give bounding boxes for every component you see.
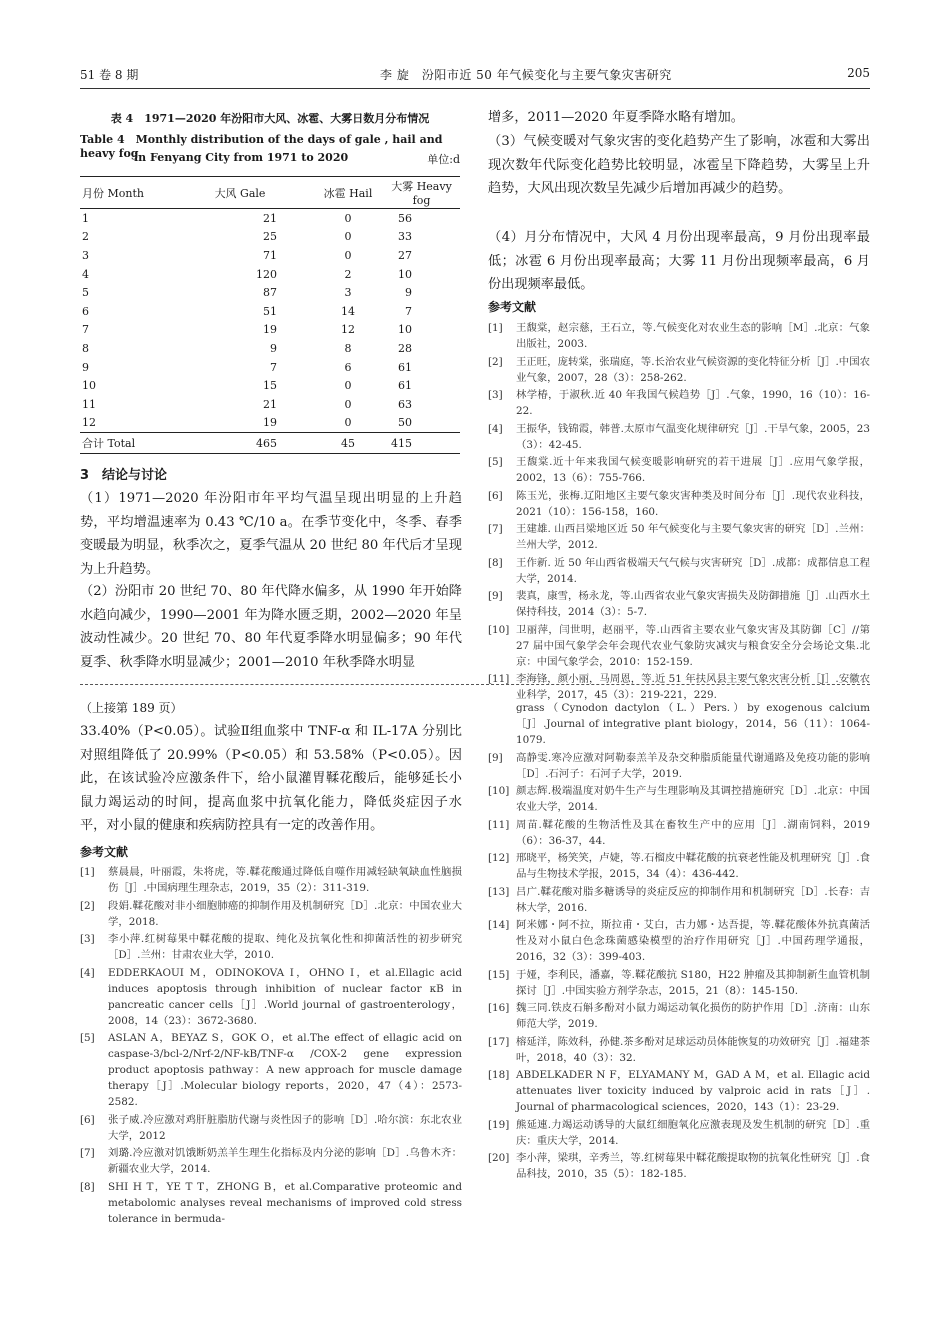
reference-number: [16] <box>488 1002 510 1014</box>
references-list-2 <box>80 864 462 1228</box>
reference-text: 刘璐.冷应激对饥饿断奶羔羊生理生化指标及内分泌的影响［D］.乌鲁木齐：新疆农业大学，2014. <box>108 1147 462 1175</box>
table-cell: 2 <box>82 230 89 244</box>
table-row <box>80 414 460 433</box>
table-cell: 12 <box>341 323 355 337</box>
article-running-title: 李 旋 汾阳市近 50 年气候变化与主要气象灾害研究 <box>380 68 672 82</box>
reference-number: [11] <box>488 673 510 685</box>
article-divider <box>80 684 870 685</box>
reference-text: 榕延洋，陈效科，孙健.茶多酚对足球运动员体能恢复的功效研究［J］.福建茶叶，2018，40（3）：32. <box>516 1035 870 1064</box>
reference-item <box>80 931 462 963</box>
reference-number: [2] <box>80 899 95 912</box>
table-cell: 0 <box>344 397 352 411</box>
table-cell: 61 <box>398 360 412 374</box>
reference-text: 卫丽萍，闫世明，赵丽平，等.山西省主要农业气象灾害及其防御［C］//第 27 届中国气象学会年会现代农业气象防灾减灾与粮食安全分会场论文集.北京：中国气象学会，2010：152-159. <box>516 623 870 668</box>
table-cell: 7 <box>405 304 412 318</box>
reference-number: [8] <box>80 1180 95 1193</box>
journal-volume: 51 卷 8 期 <box>80 68 139 82</box>
table-cell: 9 <box>270 341 277 355</box>
reference-number: [5] <box>488 456 503 468</box>
reference-item <box>488 850 870 882</box>
references-heading: 参考文献 <box>488 300 537 314</box>
reference-item <box>488 884 870 916</box>
reference-item <box>80 864 462 896</box>
table-cell: 27 <box>398 248 412 262</box>
reference-number: [4] <box>80 966 95 979</box>
reference-text: 魏三同.铁皮石斛多酚对小鼠力竭运动氧化损伤的防护作用［D］.济南：山东师范大学，2019. <box>516 1002 870 1030</box>
reference-text: 李小萍.红树莓果中鞣花酸的提取、纯化及抗氧化性和抑菌活性的初步研究［D］.兰州：甘肃农业大学，2010. <box>108 933 462 961</box>
table-row <box>80 321 460 340</box>
table-caption-cn: 表 4 1971—2020 年汾阳市大风、冰雹、大雾日数月分布情况 <box>110 112 430 125</box>
table-cell: 6 <box>82 304 89 318</box>
table-total-cell: 465 <box>167 433 313 454</box>
reference-text: 熊延連.力竭运动诱导的大鼠红细胞氧化应激表现及发生机制的研究［D］.重庆：重庆大学，2014. <box>516 1118 870 1147</box>
body-paragraph: （2）汾阳市 20 世纪 70、80 年代降水偏多，从 1990 年开始降水趋向减少，1990—2001 年为降水匮乏期，2002—2020 年呈波动性减少。20 世纪 70、80 年代夏季降水明显偏多；90 年代夏季、秋季降水明显减少；2001—2010 年秋季降水明显 <box>80 584 462 670</box>
reference-item <box>488 1150 870 1182</box>
reference-item <box>488 421 870 453</box>
reference-text: 邢晓平，杨笑笑，卢婕，等.石榴皮中鞣花酸的抗衰老性能及机理研究［J］.食品与生物技术学报，2015，34（4）：436-442. <box>516 852 870 880</box>
table-row <box>80 302 460 321</box>
table-cell: 4 <box>82 267 89 281</box>
reference-item <box>488 750 870 782</box>
reference-number: [1] <box>80 866 95 878</box>
reference-item <box>488 387 870 419</box>
reference-text: 蔡晨晨，叶丽霞，朱将虎，等.鞣花酸通过降低自噬作用减轻缺氧缺血性脑损伤［J］.中国病理生理杂志，2019，35（2）：311-319. <box>108 866 462 894</box>
reference-number: [3] <box>488 389 503 401</box>
references-heading-2: 参考文献 <box>80 845 129 859</box>
table-cell: 0 <box>344 248 352 262</box>
table-cell: 0 <box>344 230 352 244</box>
reference-item <box>488 454 870 486</box>
reference-item <box>488 1117 870 1149</box>
reference-text: 吕广.鞣花酸对脂多糖诱导的炎症反应的抑制作用和机制研究［D］.长春：吉林大学，2016. <box>516 885 870 914</box>
body-paragraph: 增多，2011—2020 年夏季降水略有增加。 <box>488 110 744 125</box>
table-row <box>80 283 460 302</box>
table-cell: 15 <box>263 379 277 393</box>
table-cell: 61 <box>398 379 412 393</box>
continued-paragraph: 33.40%（P<0.05）。试验Ⅱ组血浆中 TNF-α 和 IL-17A 分别比对照组降低了 20.99%（P<0.05）和 53.58%（P<0.05）。因此，在该试验冷应激条件下，给小鼠灌胃鞣花酸后，能够延长小鼠力竭运动的时间，提高血浆中抗氧化能力，降低炎症因子水平，对小鼠的健康和疾病防控具有一定的改善作用。 <box>80 724 462 834</box>
table-cell: 33 <box>398 230 412 244</box>
reference-text: 王作新. 近 50 年山西省极端天气气候与灾害研究［D］.成都：成都信息工程大学，2014. <box>516 556 870 585</box>
table-cell: 21 <box>263 211 277 225</box>
reference-text: 王建雄. 山西吕梁地区近 50 年气候变化与主要气象灾害的研究［D］.兰州：兰州大学，2012. <box>516 523 870 551</box>
table-cell: 1 <box>82 211 89 225</box>
reference-number: [13] <box>488 885 510 898</box>
monthly-distribution-table <box>80 176 460 454</box>
reference-text: 高静雯.寒冷应激对阿勒泰羔羊及杂交种脂质能量代谢通路及免疫功能的影响［D］.石河子：石河子大学，2019. <box>516 751 870 780</box>
reference-item <box>488 1034 870 1066</box>
table-row <box>80 228 460 247</box>
table-row <box>80 246 460 265</box>
table-cell: 19 <box>263 416 277 430</box>
reference-number: [10] <box>488 623 510 636</box>
reference-item <box>488 917 870 965</box>
reference-number: [15] <box>488 968 510 981</box>
reference-text: 王馥棠，赵宗慈，王石立，等.气候变化对农业生态的影响［M］.北京：气象出版社，2003. <box>516 322 870 350</box>
section-heading: 3 结论与讨论 <box>80 468 168 483</box>
table-row <box>80 376 460 395</box>
table-cell: 8 <box>82 341 89 355</box>
reference-number: [4] <box>488 422 503 435</box>
table-cell: 11 <box>82 397 96 411</box>
table-cell: 71 <box>263 248 277 262</box>
reference-item <box>80 965 462 1029</box>
reference-number: [6] <box>80 1113 95 1126</box>
table-caption-en-cont: in Fenyang City from 1971 to 2020 <box>134 151 349 164</box>
reference-item <box>488 354 870 386</box>
reference-item <box>488 783 870 815</box>
reference-text: 陈玉光，张梅.辽阳地区主要气象灾害种类及时间分布［J］.现代农业科技，2021（10）：156-158，160. <box>516 489 870 518</box>
col-header-hail: 冰雹 Hail <box>313 177 383 209</box>
reference-number: [3] <box>80 933 95 945</box>
reference-number: [19] <box>488 1118 510 1131</box>
reference-number: [11] <box>488 818 510 831</box>
table-cell: 3 <box>344 286 352 300</box>
table-cell: 0 <box>344 379 352 393</box>
table-cell: 7 <box>82 323 89 337</box>
reference-item <box>488 588 870 620</box>
reference-text: 李小萍，梁琪，辛秀兰，等.红树莓果中鞣花酸提取物的抗氧化性研究［J］.食品科技，2010，35（5）：182-185. <box>516 1152 870 1180</box>
table-cell: 21 <box>263 397 277 411</box>
table-header-row <box>80 177 460 209</box>
table-cell: 51 <box>263 304 277 318</box>
reference-item <box>80 1179 462 1227</box>
table-total-cell: 415 <box>383 433 460 454</box>
reference-item-continued: grass（Cynodon dactylon（L.）Pers.）by exogenous calcium［J］.Journal of integrative plant biology，2014，56（11）：1064-1079. <box>516 702 870 746</box>
reference-item <box>488 817 870 849</box>
reference-item <box>80 898 462 930</box>
reference-item <box>488 671 870 703</box>
table-row <box>80 339 460 358</box>
table-row <box>80 265 460 284</box>
references-list <box>488 320 870 705</box>
reference-item <box>80 1030 462 1110</box>
reference-item <box>80 1145 462 1177</box>
table-cell: 63 <box>398 397 412 411</box>
reference-text: 于娅，李利民，潘嘉，等.鞣花酸抗 S180，H22 肿瘤及其抑制新生血管机制探讨［J］.中国实验方剂学杂志，2015，21（8）：145-150. <box>516 968 870 997</box>
reference-item <box>488 1067 870 1115</box>
table-total-cell: 合计 Total <box>80 433 167 454</box>
table-cell: 2 <box>344 267 352 281</box>
table-cell: 9 <box>405 286 412 300</box>
reference-number: [6] <box>488 489 503 502</box>
reference-item <box>488 555 870 587</box>
col-header-fog: 大雾 Heavy fog <box>383 177 460 209</box>
reference-text: ASLAN A，BEYAZ S，GOK O，et al.The effect of ellagic acid on caspase-3/bcl-2/Nrf-2/NF-kB/TNF-α /COX-2 gene expression product apoptosis pathway：A new approach for muscle damage therapy［J］.Molecular biology reports，2020，47（4）：2573-2582. <box>108 1032 462 1108</box>
reference-text: 李海锋，颜小丽，马周恩，等.近 51 年扶风县主要气象灾害分析［J］.安徽农业科学，2017，45（3）：219-221，229. <box>516 673 870 701</box>
reference-item <box>488 967 870 999</box>
table-cell: 19 <box>263 323 277 337</box>
table-total-cell: 45 <box>313 433 383 454</box>
table-cell: 3 <box>82 248 89 262</box>
reference-item <box>80 1112 462 1144</box>
reference-number: [20] <box>488 1152 510 1164</box>
col-header-gale: 大风 Gale <box>167 177 313 209</box>
reference-text: 裴真，康雪，杨永龙，等.山西省农业气象灾害损失及防御措施［J］.山西水土保持科技，2014（3）：5-7. <box>516 590 870 618</box>
reference-number: [17] <box>488 1035 510 1048</box>
reference-number: [12] <box>488 852 510 864</box>
reference-number: [2] <box>488 355 503 368</box>
table-unit: 单位:d <box>427 153 460 166</box>
table-cell: 0 <box>344 416 352 430</box>
reference-number: [10] <box>488 785 510 797</box>
reference-item <box>488 521 870 553</box>
table-cell: 10 <box>398 323 412 337</box>
reference-item <box>488 320 870 352</box>
table-cell: 5 <box>82 286 89 300</box>
table-cell: 7 <box>270 360 277 374</box>
table-cell: 25 <box>263 230 277 244</box>
body-paragraph: （1）1971—2020 年汾阳市年平均气温呈现出明显的上升趋势，平均增温速率为 0.43 ℃/10 a。在季节变化中，冬季、春季变暖最为明显，秋季次之，夏季气温从 20 世纪 80 年代后才呈现为上升趋势。 <box>80 491 462 577</box>
table-cell: 120 <box>256 267 277 281</box>
table-cell: 9 <box>82 360 89 374</box>
running-header <box>80 66 870 89</box>
reference-number: [18] <box>488 1069 510 1081</box>
reference-number: [14] <box>488 919 510 931</box>
table-cell: 0 <box>344 211 352 225</box>
col-header-month: 月份 Month <box>80 177 167 209</box>
reference-text: 张子威.冷应激对鸡肝脏脂肪代谢与炎性因子的影响［D］.哈尔滨：东北农业大学，2012 <box>108 1113 462 1142</box>
table-cell: 10 <box>82 379 96 393</box>
table-cell: 50 <box>398 416 412 430</box>
page-number: 205 <box>847 66 870 80</box>
reference-number: [7] <box>80 1147 95 1159</box>
table-row <box>80 395 460 414</box>
table-row <box>80 358 460 377</box>
reference-number: [8] <box>488 556 503 569</box>
table-cell: 56 <box>398 211 412 225</box>
table-row <box>80 209 460 228</box>
table-cell: 10 <box>398 267 412 281</box>
table-cell: 8 <box>344 341 352 355</box>
body-paragraph: （3）气候变暖对气象灾害的变化趋势产生了影响，冰雹和大雾出现次数年代际变化趋势比较明显，冰雹呈下降趋势，大雾呈上升趋势，大风出现次数呈先减少后增加再减少的趋势。 <box>488 134 870 197</box>
references-list-3 <box>488 700 870 1184</box>
reference-text: 颜志辉.极端温度对奶牛生产与生理影响及其调控措施研究［D］.北京：中国农业大学，2014. <box>516 785 870 813</box>
reference-text: 周苗.鞣花酸的生物活性及其在畜牧生产中的应用［J］.湖南饲料，2019（6）：36-37，44. <box>516 818 870 847</box>
reference-text: ABDELKADER N F，ELYAMANY M，GAD A M，et al. Ellagic acid attenuates liver toxicity induced by valproic acid in rats［J］. Journal of pharmacological sciences，2020，143（1）：23-29. <box>516 1069 870 1113</box>
reference-number: [9] <box>488 590 503 602</box>
table-cell: 12 <box>82 416 96 430</box>
reference-item <box>488 622 870 670</box>
table-cell: 28 <box>398 341 412 355</box>
reference-text: SHI H T，YE T T，ZHONG B，et al.Comparative proteomic and metabolomic analyses reveal mechanisms of improved cold stress tolerance in bermuda- <box>108 1180 462 1225</box>
reference-number: [5] <box>80 1032 95 1044</box>
reference-number: [1] <box>488 322 503 334</box>
table-cell: 14 <box>341 304 355 318</box>
reference-text: 段娟.鞣花酸对非小细胞肺癌的抑制作用及机制研究［D］.北京：中国农业大学，2018. <box>108 899 462 928</box>
continued-note: （上接第 189 页） <box>80 701 183 715</box>
reference-text: 王振华，钱锦霞，韩普.太原市气温变化规律研究［J］.干旱气象，2005，23（3）：42-45. <box>516 422 870 451</box>
table-cell: 6 <box>344 360 352 374</box>
body-paragraph: （4）月分布情况中，大风 4 月份出现率最高，9 月份出现率最低；冰雹 6 月份出现率最高；大雾 11 月份出现频率最高，6 月份出现频率最低。 <box>488 230 870 293</box>
table-caption-en: Table 4 Monthly distribution of the days of gale , hail and heavy fog <box>80 133 443 160</box>
reference-text: 林学椿，于淑秋.近 40 年我国气候趋势［J］.气象，1990，16（10）：16-22. <box>516 389 870 417</box>
reference-number: [7] <box>488 523 503 535</box>
reference-item <box>488 1000 870 1032</box>
reference-number: [9] <box>488 751 503 764</box>
reference-text: 王正旺，庞转棠，张瑞庭，等.长治农业气候资源的变化特征分析［J］.中国农业气象，2007，28（3）：258-262. <box>516 355 870 384</box>
reference-text: EDDERKAOUI M，ODINOKOVA I，OHNO I，et al.Ellagic acid induces apoptosis through inhibition of nuclear factor κB in pancreatic cancer cells［J］.World journal of gastroenterology，2008，14（23）：3672-3680. <box>108 966 462 1027</box>
table-total-row <box>80 433 460 454</box>
reference-text: 王馥棠.近十年来我国气候变暖影响研究的若干进展［J］.应用气象学报，2002，13（6）：755-766. <box>516 456 870 484</box>
reference-item <box>488 488 870 520</box>
table-cell: 87 <box>263 286 277 300</box>
reference-text: 阿米娜・阿不拉，斯拉甫・艾白，古力娜・达吾提，等.鞣花酸体外抗真菌活性及对小鼠白色念珠菌感染模型的治疗作用研究［J］.中国药理学通报，2016，32（3）：399-403. <box>516 919 870 963</box>
